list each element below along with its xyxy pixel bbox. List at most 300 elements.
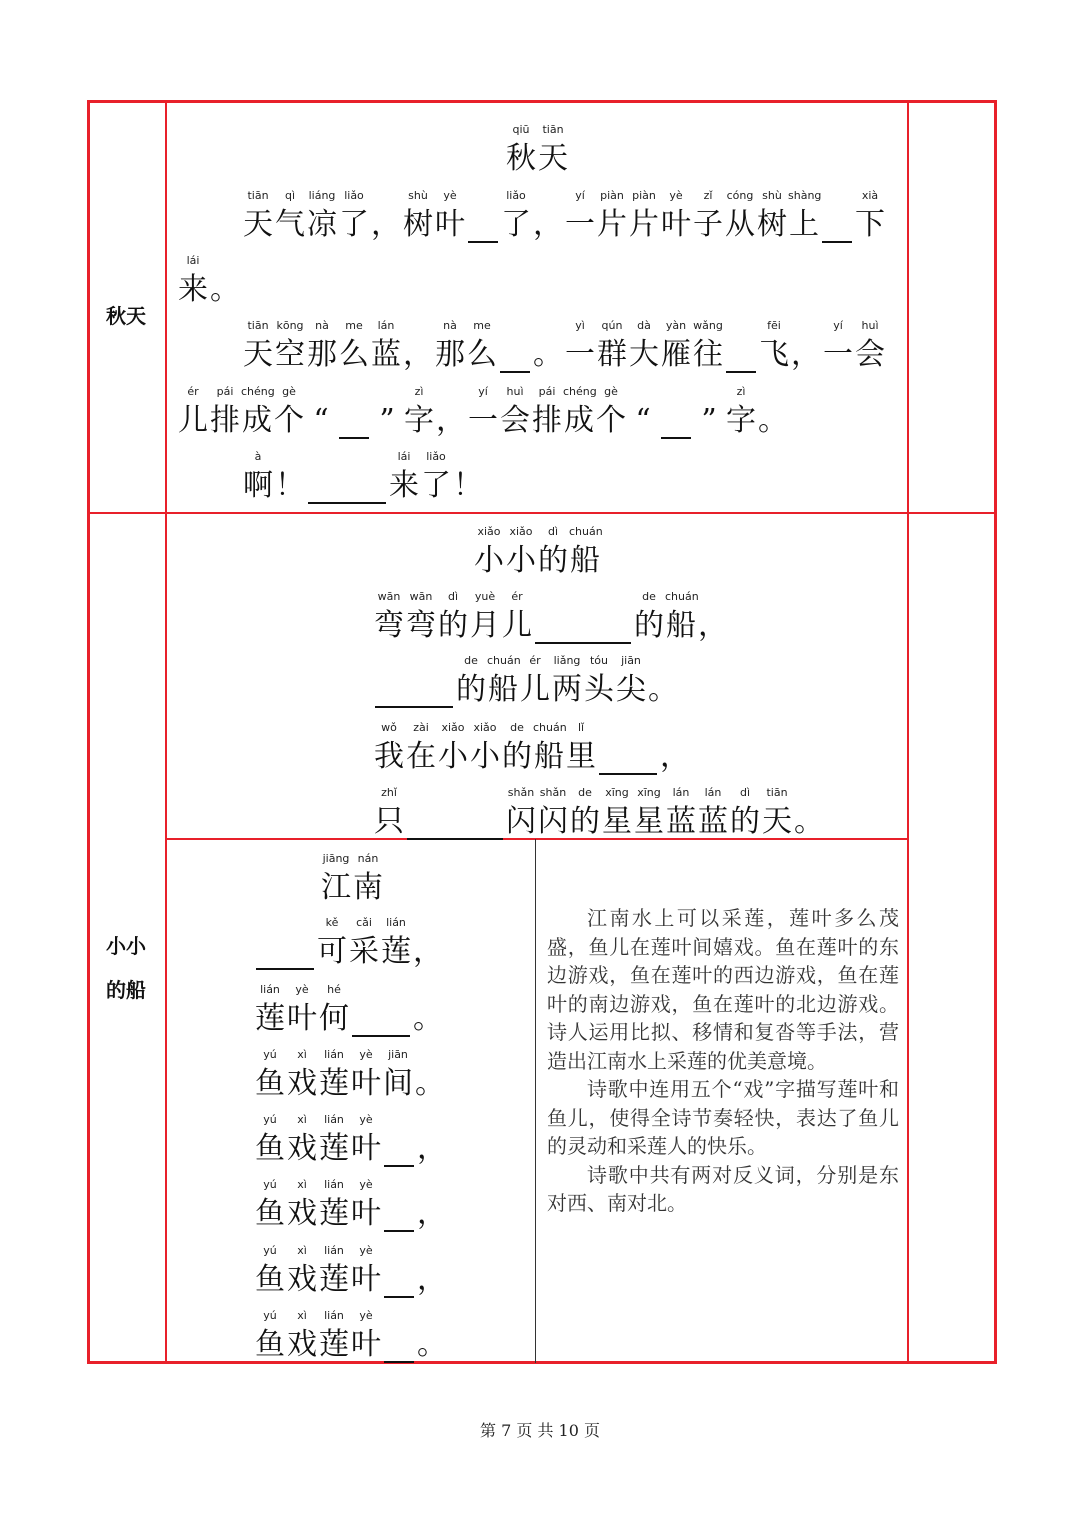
fill-in-blank [500, 365, 530, 373]
hanzi: “ [635, 403, 651, 438]
hanzi: 江 [321, 870, 351, 905]
hanzi: 么 [339, 337, 369, 372]
pinyin [452, 446, 484, 468]
pinyin: fēi [767, 319, 781, 332]
hanzi: ， [371, 207, 401, 242]
fill-in-blank [352, 1029, 410, 1037]
pinyin: xīng [637, 786, 661, 799]
pinyin: lián [324, 1309, 344, 1322]
fill-in-blank [308, 496, 386, 504]
pinyin-character [373, 782, 405, 840]
pinyin-character [254, 979, 286, 1037]
pinyin-character [209, 250, 241, 308]
pinyin: yè [443, 189, 457, 202]
pinyin: me [345, 319, 363, 332]
hanzi: 叶 [351, 1066, 381, 1101]
pinyin-character [660, 185, 692, 243]
pinyin-character [370, 315, 402, 373]
hanzi: 里 [566, 739, 596, 774]
pinyin-character [348, 912, 380, 970]
hanzi: 蓝 [666, 804, 696, 839]
pinyin-character [531, 381, 563, 439]
pinyin [790, 315, 822, 337]
pinyin [435, 381, 467, 403]
fill-in-blank [468, 235, 498, 243]
hanzi: 字 [726, 403, 756, 438]
hanzi: 一 [565, 337, 595, 372]
pinyin-character [697, 782, 729, 840]
pinyin: yú [263, 1244, 277, 1257]
poem-notes [547, 904, 899, 1218]
hanzi: 戏 [287, 1066, 317, 1101]
jiangnan-line-1 [254, 912, 444, 974]
pinyin-character [854, 185, 886, 243]
pinyin-character [320, 848, 352, 906]
pinyin: yí [833, 319, 843, 332]
pinyin: yuè [474, 590, 496, 603]
hanzi: 我 [374, 739, 404, 774]
pinyin-character [501, 717, 533, 775]
hanzi: 戏 [287, 1327, 317, 1362]
pinyin-character [756, 185, 788, 243]
hanzi: 片 [597, 207, 627, 242]
pinyin-character [790, 315, 822, 373]
fill-in-blank [384, 1224, 414, 1232]
hanzi: ， [533, 207, 563, 242]
pinyin-character [241, 381, 273, 439]
pinyin-character [373, 717, 405, 775]
pinyin: chuán [533, 721, 567, 734]
pinyin: dì [739, 786, 751, 799]
fill-in-blank [661, 431, 691, 439]
hanzi: 了 [501, 207, 531, 242]
pinyin-character [761, 782, 793, 840]
pinyin-character [242, 446, 274, 504]
pinyin: zǐ [703, 189, 713, 202]
pinyin: tiān [766, 786, 788, 799]
pinyin-character [500, 185, 532, 243]
pinyin: liáng [308, 189, 336, 202]
pinyin-character [254, 1240, 286, 1298]
pinyin: tiān [247, 319, 269, 332]
hanzi: 成 [242, 403, 272, 438]
pinyin-character [177, 381, 209, 439]
pinyin-character [416, 1240, 448, 1298]
hanzi: 采 [349, 934, 379, 969]
pinyin-character [537, 782, 569, 840]
pinyin-character [274, 315, 306, 373]
pinyin: lái [397, 450, 411, 463]
fill-in-blank [407, 832, 503, 840]
pinyin-character [338, 185, 370, 243]
hanzi: 。 [758, 403, 788, 438]
pinyin-character [318, 1044, 350, 1102]
pinyin: à [254, 450, 262, 463]
hanzi: 头 [584, 672, 614, 707]
hanzi: 上 [789, 207, 819, 242]
pinyin [416, 1174, 448, 1196]
pinyin-character [615, 650, 647, 708]
pinyin-character [274, 185, 306, 243]
pinyin-character [209, 381, 241, 439]
hanzi: 在 [406, 739, 436, 774]
pinyin: nà [315, 319, 329, 332]
hanzi: 弯 [406, 608, 436, 643]
pinyin: wān [377, 590, 401, 603]
pinyin: tiān [247, 189, 269, 202]
autumn-line-1 [242, 184, 886, 243]
pinyin-character [532, 315, 564, 373]
pinyin-character [402, 315, 434, 373]
pinyin-character [286, 1240, 318, 1298]
hanzi: 船 [534, 739, 564, 774]
pinyin-character [434, 315, 466, 373]
pinyin: yè [359, 1244, 373, 1257]
pinyin-character [551, 650, 583, 708]
pinyin-character [350, 1044, 382, 1102]
hanzi: 儿 [178, 403, 208, 438]
pinyin-character [338, 315, 370, 373]
pinyin: kōng [276, 319, 304, 332]
jiangnan-line-6 [254, 1239, 448, 1298]
pinyin: yàn [665, 319, 687, 332]
jiangnan-line-3 [254, 1043, 446, 1102]
fill-in-blank [256, 962, 314, 970]
pinyin-character [665, 586, 697, 644]
hanzi: 两 [552, 672, 582, 707]
pinyin: gè [604, 385, 618, 398]
pinyin-character [371, 381, 403, 439]
hanzi: ！ [275, 468, 305, 503]
pinyin: kě [325, 916, 339, 929]
pinyin-character [318, 979, 350, 1037]
hanzi: 间 [383, 1066, 413, 1101]
pinyin-character [487, 650, 519, 708]
pinyin: xì [297, 1178, 307, 1191]
hanzi: 月 [470, 608, 500, 643]
hanzi: 蓝 [698, 804, 728, 839]
pinyin: chuán [487, 654, 521, 667]
pinyin: nà [443, 319, 457, 332]
hanzi: 飞 [759, 337, 789, 372]
hanzi: 叶 [661, 207, 691, 242]
hanzi: 星 [602, 804, 632, 839]
pinyin-character [405, 717, 437, 775]
pinyin-character [286, 1305, 318, 1363]
pinyin: gè [282, 385, 296, 398]
hanzi: 。 [533, 337, 563, 372]
pinyin: lián [260, 983, 280, 996]
hanzi: ， [660, 739, 690, 774]
pinyin-character [569, 782, 601, 840]
hanzi: 子 [693, 207, 723, 242]
pinyin: de [464, 654, 478, 667]
fill-in-blank [822, 235, 852, 243]
pinyin-character [854, 315, 886, 373]
pinyin: zì [736, 385, 746, 398]
pinyin: huì [861, 319, 879, 332]
hanzi: 闪 [538, 804, 568, 839]
hanzi: 儿 [520, 672, 550, 707]
pinyin [416, 1240, 448, 1262]
pinyin-character [273, 381, 305, 439]
boat-line-2 [373, 650, 679, 712]
pinyin-character [725, 381, 757, 439]
pinyin: xì [297, 1113, 307, 1126]
autumn-line-4 [177, 380, 789, 439]
pinyin: xīng [605, 786, 629, 799]
pinyin [412, 979, 444, 1001]
hanzi: 戏 [287, 1262, 317, 1297]
pinyin: de [642, 590, 656, 603]
pinyin [659, 717, 691, 739]
pinyin-character [305, 381, 337, 439]
fill-in-blank [726, 365, 756, 373]
pinyin [305, 381, 337, 403]
hanzi: ， [417, 1262, 447, 1297]
hanzi: 啊 [243, 468, 273, 503]
hanzi: 蓝 [371, 337, 401, 372]
pinyin-character [412, 979, 444, 1037]
hanzi: 字 [404, 403, 434, 438]
autumn-line-5 [242, 445, 484, 504]
pinyin: zài [413, 721, 429, 734]
pinyin-character [416, 1109, 448, 1167]
hanzi: 个 [274, 403, 304, 438]
pinyin: liǎo [426, 450, 446, 463]
pinyin: yí [575, 189, 585, 202]
autumn-line-2 [177, 249, 241, 308]
hanzi: 船 [666, 608, 696, 643]
pinyin-character [286, 1109, 318, 1167]
jiangnan-line-4 [254, 1108, 448, 1167]
pinyin: zì [414, 385, 424, 398]
pinyin-character [467, 381, 499, 439]
pinyin-character [316, 912, 348, 970]
pinyin-character [693, 381, 725, 439]
hanzi: 一 [468, 403, 498, 438]
hanzi: 天 [243, 337, 273, 372]
pinyin-character [306, 185, 338, 243]
hanzi: 的 [538, 543, 568, 578]
pinyin-character [757, 381, 789, 439]
hanzi: 大 [629, 337, 659, 372]
pinyin: shù [408, 189, 428, 202]
pinyin: lán [704, 786, 722, 799]
hanzi: 戏 [287, 1131, 317, 1166]
pinyin [414, 1044, 446, 1066]
pinyin-character [286, 979, 318, 1037]
pinyin: huì [506, 385, 524, 398]
pinyin: de [510, 721, 524, 734]
fill-in-blank [375, 700, 453, 708]
pinyin-character [729, 782, 761, 840]
hanzi: 闪 [506, 804, 536, 839]
hanzi: 叶 [435, 207, 465, 242]
pinyin-character [469, 586, 501, 644]
pinyin: shù [762, 189, 782, 202]
pinyin-character [501, 586, 533, 644]
side-label-line: 小小 [106, 934, 146, 958]
pinyin: wǎng [693, 319, 723, 332]
pinyin-character [537, 521, 569, 579]
pinyin-character [596, 315, 628, 373]
pinyin: yú [263, 1309, 277, 1322]
hanzi: 叶 [351, 1262, 381, 1297]
pinyin-character [402, 185, 434, 243]
pinyin: ér [187, 385, 199, 398]
pinyin: cóng [726, 189, 754, 202]
pinyin-character [388, 446, 420, 504]
pinyin: ér [529, 654, 541, 667]
pinyin-character [473, 521, 505, 579]
pinyin-character [254, 1044, 286, 1102]
hanzi: ， [417, 1131, 447, 1166]
pinyin: wǒ [381, 721, 397, 734]
pinyin-character [633, 782, 665, 840]
hanzi: 雁 [661, 337, 691, 372]
pinyin-character [416, 1174, 448, 1232]
pinyin-character [242, 315, 274, 373]
hanzi: 成 [564, 403, 594, 438]
hanzi: ， [403, 337, 433, 372]
side-label-line: 的船 [106, 978, 146, 1002]
pinyin-character [499, 381, 531, 439]
hanzi: 。 [648, 672, 678, 707]
pinyin-character [286, 1044, 318, 1102]
pinyin: lǐ [577, 721, 585, 734]
pinyin-character [318, 1305, 350, 1363]
hanzi: 莲 [255, 1001, 285, 1036]
pinyin-character [628, 185, 660, 243]
hanzi: 南 [353, 870, 383, 905]
pinyin-character [435, 381, 467, 439]
hanzi: 下 [855, 207, 885, 242]
hanzi: 小 [506, 543, 536, 578]
pinyin-character [318, 1109, 350, 1167]
pinyin: xià [861, 189, 879, 202]
hanzi: 那 [435, 337, 465, 372]
hanzi: 了 [339, 207, 369, 242]
fill-in-blank [535, 636, 631, 644]
pinyin-character [564, 185, 596, 243]
hanzi: 小 [470, 739, 500, 774]
hanzi: 秋 [506, 141, 536, 176]
inner-divider [535, 839, 536, 1363]
note-paragraph: 诗歌中共有两对反义词，分别是东对西、南对北。 [547, 1162, 899, 1215]
hanzi: 往 [693, 337, 723, 372]
hanzi: 。 [794, 804, 824, 839]
hanzi: 一 [823, 337, 853, 372]
pinyin: qún [601, 319, 623, 332]
pinyin-character [563, 381, 595, 439]
boat-title [473, 520, 601, 579]
pinyin-character [286, 1174, 318, 1232]
hanzi: 的 [456, 672, 486, 707]
pinyin-character [466, 315, 498, 373]
pinyin-character [437, 717, 469, 775]
hanzi: 天 [538, 141, 568, 176]
pinyin-character [350, 1174, 382, 1232]
hanzi: 莲 [381, 934, 411, 969]
pinyin-character [665, 782, 697, 840]
pinyin-character [628, 315, 660, 373]
hanzi: 气 [275, 207, 305, 242]
pinyin-character [724, 185, 756, 243]
hanzi: ！ [453, 468, 483, 503]
pinyin-character [242, 185, 274, 243]
pinyin [371, 381, 403, 403]
hanzi: 鱼 [255, 1327, 285, 1362]
pinyin: yí [478, 385, 488, 398]
hanzi: 莲 [319, 1131, 349, 1166]
pinyin-character [318, 1240, 350, 1298]
pinyin: chéng [563, 385, 597, 398]
pinyin: liǎo [506, 189, 526, 202]
hanzi: 。 [417, 1327, 447, 1362]
pinyin-character [596, 185, 628, 243]
hanzi: 个 [596, 403, 626, 438]
pinyin: jiān [388, 1048, 408, 1061]
hanzi: 片 [629, 207, 659, 242]
pinyin-character [405, 586, 437, 644]
pinyin-character [537, 119, 569, 177]
pinyin-character [177, 250, 209, 308]
hanzi: 只 [374, 804, 404, 839]
pinyin: wān [409, 590, 433, 603]
pinyin [532, 185, 564, 207]
pinyin: xì [297, 1048, 307, 1061]
pinyin: nán [357, 852, 379, 865]
pinyin: lián [324, 1113, 344, 1126]
pinyin-character [697, 586, 729, 644]
hanzi: 叶 [351, 1131, 381, 1166]
boat-line-1 [373, 585, 729, 644]
pinyin: lián [386, 916, 406, 929]
pinyin: pái [538, 385, 556, 398]
hanzi: 的 [730, 804, 760, 839]
pinyin-character [352, 848, 384, 906]
pinyin: lián [324, 1048, 344, 1061]
hanzi: ” [379, 403, 395, 438]
hanzi: “ [313, 403, 329, 438]
hanzi: 戏 [287, 1196, 317, 1231]
pinyin [532, 315, 564, 337]
hanzi: 莲 [319, 1327, 349, 1362]
pinyin-character [692, 185, 724, 243]
pinyin: cǎi [356, 916, 372, 929]
hanzi: 凉 [307, 207, 337, 242]
pinyin-character [595, 381, 627, 439]
pinyin-character [469, 717, 501, 775]
col-divider-right [907, 100, 909, 1364]
pinyin [402, 315, 434, 337]
hanzi: 空 [275, 337, 305, 372]
pinyin-character [793, 782, 825, 840]
pinyin: lián [324, 1178, 344, 1191]
hanzi: 鱼 [255, 1131, 285, 1166]
pinyin-character [533, 717, 565, 775]
pinyin: xiǎo [473, 721, 497, 734]
hanzi: 星 [634, 804, 664, 839]
pinyin-character [434, 185, 466, 243]
pinyin-character [627, 381, 659, 439]
pinyin-character [416, 1305, 448, 1363]
hanzi: 么 [467, 337, 497, 372]
hanzi: 天 [762, 804, 792, 839]
pinyin-character [532, 185, 564, 243]
pinyin-character [403, 381, 435, 439]
